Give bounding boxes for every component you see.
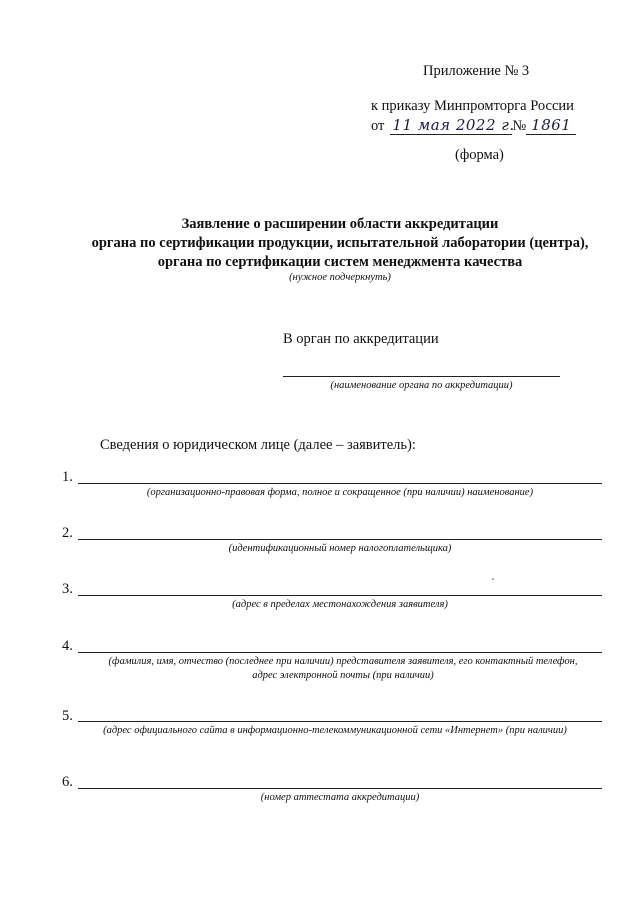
field-1-caption: (организационно-правовая форма, полное и сокращенное (при наличии) наименование): [146, 487, 534, 498]
field-2-number: 2.: [62, 525, 73, 541]
order-date-row: [371, 117, 576, 135]
title-note: (нужное подчеркнуть): [289, 272, 391, 283]
field-6-caption: (номер аттестата аккредитации): [260, 792, 420, 803]
field-4-number: 4.: [62, 638, 73, 654]
recipient-label: В орган по аккредитации: [283, 331, 439, 347]
title-line-2: органа по сертификации продукции, испытательной лаборатории (центра),: [91, 235, 589, 251]
title-line-3: органа по сертификации систем менеджмента качества: [157, 254, 523, 270]
date-fill: [390, 116, 515, 135]
field-6-number: 6.: [62, 774, 73, 790]
number-sign: №: [512, 118, 527, 134]
field-2-input-line[interactable]: [78, 539, 602, 540]
recipient-caption: (наименование органа по аккредитации): [330, 380, 513, 391]
field-2-caption: (идентификационный номер налогоплательщика): [228, 543, 452, 554]
field-6-input-line[interactable]: [78, 788, 602, 789]
form-label: (форма): [455, 147, 504, 163]
appendix-label: Приложение № 3: [423, 63, 530, 79]
field-3-input-line[interactable]: [78, 595, 602, 596]
handwritten-number: 1861: [531, 116, 572, 134]
field-5-input-line[interactable]: [78, 721, 602, 722]
field-4-caption: (фамилия, имя, отчество (последнее при наличии) представителя заявителя, его контактный телефон, адрес электронной почты (при наличии): [108, 656, 578, 681]
order-reference: к приказу Минпромторга России: [371, 98, 574, 114]
number-fill: [526, 117, 576, 135]
handwritten-date: 11 мая 2022 г.: [392, 116, 515, 134]
field-3-caption: (адрес в пределах местонахождения заявителя): [232, 599, 448, 610]
field-1-input-line[interactable]: [78, 483, 602, 484]
title-line-1: Заявление о расширении области аккредитации: [181, 216, 499, 232]
field-5-number: 5.: [62, 708, 73, 724]
from-prefix: от: [371, 118, 385, 134]
field-1-number: 1.: [62, 469, 73, 485]
recipient-input-line[interactable]: [283, 376, 560, 377]
scan-speck: [492, 578, 494, 580]
applicant-intro: Сведения о юридическом лице (далее – заявитель):: [100, 437, 416, 453]
field-5-caption: (адрес официального сайта в информационно-телекоммуникационной сети «Интернет» (при наличии): [103, 725, 567, 736]
field-3-number: 3.: [62, 581, 73, 597]
field-4-input-line[interactable]: [78, 652, 602, 653]
